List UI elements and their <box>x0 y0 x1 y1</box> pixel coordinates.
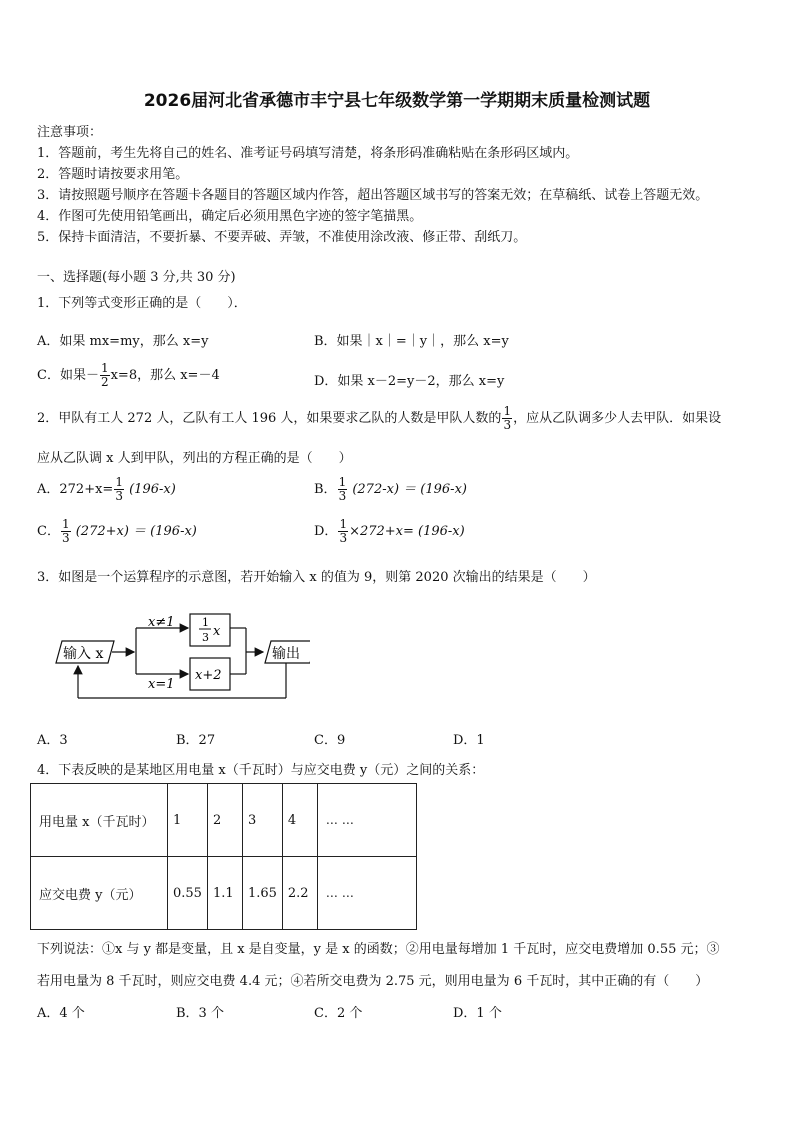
table-cell: 1.65 <box>242 857 282 930</box>
section-heading: 一、选择题(每小题 3 分,共 30 分) <box>37 270 236 285</box>
q3-option-c: C．9 <box>314 733 346 748</box>
question-1-stem: 1．下列等式变形正确的是（ ）． <box>37 296 247 311</box>
q2-b-suffix: (272-x) ＝ (196-x) <box>352 482 467 497</box>
denominator: 3 <box>61 531 70 545</box>
denominator: 3 <box>339 531 348 545</box>
denominator: 3 <box>115 489 123 503</box>
data-table <box>30 783 417 930</box>
q3-option-b: B．27 <box>176 733 216 748</box>
table-row <box>31 784 417 857</box>
numerator: 1 <box>61 517 70 532</box>
q1-option-a: A．如果 mx=my，那么 x=y <box>37 334 209 349</box>
q2-option-c <box>37 512 197 552</box>
note-item: 5．保持卡面清洁，不要折暴、不要弄破、弄皱，不准使用涂改液、修正带、刮纸刀。 <box>37 230 527 245</box>
q2-stem-text: 2．甲队有工人 272 人，乙队有工人 196 人，如果要求乙队的人数是甲队人数的 <box>37 411 502 426</box>
q4-option-b: B．3 个 <box>176 1006 224 1021</box>
denominator: 3 <box>202 631 209 644</box>
question-4-stem: 4．下表反映的是某地区用电量 x（千瓦时）与应交电费 y（元）之间的关系： <box>37 763 485 778</box>
numerator: 1 <box>115 475 123 490</box>
table-cell: 4 <box>282 784 317 857</box>
question-2-stem <box>37 399 721 439</box>
q2-option-b <box>314 470 467 510</box>
table-cell: 3 <box>242 784 282 857</box>
fraction <box>338 476 348 502</box>
q2-a-prefix: A．272+x= <box>37 482 114 497</box>
flowchart-diagram <box>50 606 310 706</box>
q4-option-c: C．2 个 <box>314 1006 363 1021</box>
table-cell: …… <box>317 784 416 857</box>
q1-c-prefix: C．如果－ <box>37 368 99 383</box>
fraction <box>114 476 124 502</box>
q2-d-prefix: D． <box>314 524 338 539</box>
q2-b-prefix: B． <box>314 482 337 497</box>
numerator: 1 <box>503 404 512 419</box>
fraction <box>502 405 512 431</box>
q4-description-line2: 若用电量为 8 千瓦时，则应交电费 4.4 元；④若所交电费为 2.75 元，则用电量为 6 千瓦时，其中正确的有（ ） <box>37 974 709 989</box>
q2-c-prefix: C． <box>37 524 60 539</box>
q2-c-suffix: (272+x) ＝ (196-x) <box>75 524 197 539</box>
note-item: 1．答题前，考生先将自己的姓名、准考证号码填写清楚，将条形码准确粘贴在条形码区域内。 <box>37 146 579 161</box>
numerator: 1 <box>202 616 209 629</box>
q1-option-c <box>37 356 220 396</box>
q2-stem-text: ，应从乙队调多少人去甲队．如果设 <box>513 411 722 426</box>
input-label: 输入 x <box>63 646 104 662</box>
q2-option-a <box>37 470 176 510</box>
note-item: 4．作图可先使用铅笔画出，确定后必须用黑色字迹的签字笔描黑。 <box>37 209 423 224</box>
q1-option-b: B．如果｜x｜=｜y｜，那么 x=y <box>314 334 509 349</box>
notes-heading: 注意事项： <box>37 125 103 140</box>
variable: x <box>213 624 221 639</box>
q2-d-suffix: ×272+x= (196-x) <box>349 524 465 539</box>
numerator: 1 <box>339 517 348 532</box>
numerator: 1 <box>338 475 347 490</box>
table-cell: …… <box>317 857 416 930</box>
table-cell: 2 <box>207 784 242 857</box>
table-cell: 用电量 x（千瓦时） <box>31 784 168 857</box>
output-label: 输出 <box>272 646 300 662</box>
table-cell: 2.2 <box>282 857 317 930</box>
q3-option-d: D．1 <box>453 733 485 748</box>
fraction <box>100 362 110 388</box>
question-3-stem: 3．如图是一个运算程序的示意图，若开始输入 x 的值为 9，则第 2020 次输出的结果是（ ） <box>37 570 596 585</box>
q2-option-d <box>314 512 465 552</box>
numerator: 1 <box>100 361 109 376</box>
q1-option-d: D．如果 x－2=y－2，那么 x=y <box>314 374 505 389</box>
table-cell: 应交电费 y（元） <box>31 857 168 930</box>
table-cell: 1.1 <box>207 857 242 930</box>
cond-bottom-label: x=1 <box>148 677 175 692</box>
fraction <box>61 518 71 544</box>
q1-c-suffix: x=8，那么 x=－4 <box>110 368 220 383</box>
note-item: 2．答题时请按要求用笔。 <box>37 167 189 182</box>
q2-a-suffix: (196-x) <box>129 482 176 497</box>
fraction <box>338 518 348 544</box>
q3-option-a: A．3 <box>37 733 68 748</box>
op-bottom-label: x+2 <box>195 668 222 683</box>
q4-option-a: A．4 个 <box>37 1006 85 1021</box>
table-cell: 0.55 <box>168 857 208 930</box>
table-cell: 1 <box>168 784 208 857</box>
q4-option-d: D．1 个 <box>453 1006 502 1021</box>
denominator: 3 <box>338 489 347 503</box>
q4-description-line1: 下列说法：①x 与 y 都是变量，且 x 是自变量，y 是 x 的函数；②用电量每增加 1 千瓦时，应交电费增加 0.55 元；③ <box>37 942 720 957</box>
denominator: 3 <box>503 418 512 432</box>
denominator: 2 <box>100 375 109 389</box>
question-2-stem-line2: 应从乙队调 x 人到甲队，列出的方程正确的是（ ） <box>37 451 352 466</box>
page-title: 2026届河北省承德市丰宁县七年级数学第一学期期末质量检测试题 <box>143 91 651 111</box>
op-box-top <box>190 614 230 646</box>
table-row <box>31 857 417 930</box>
cond-top-label: x≠1 <box>148 615 175 630</box>
note-item: 3．请按照题号顺序在答题卡各题目的答题区域内作答，超出答题区域书写的答案无效；在草稿纸、试卷上答题无效。 <box>37 188 709 203</box>
